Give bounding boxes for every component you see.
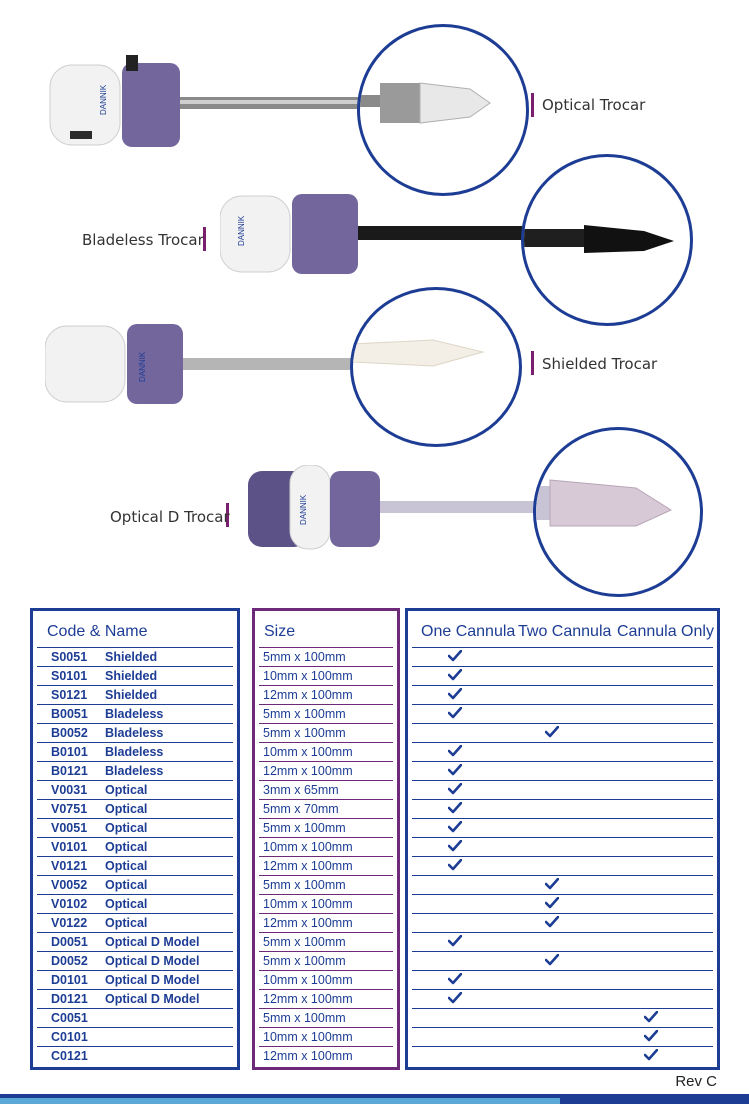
shielded-trocar-zoom — [350, 287, 522, 447]
product-size: 5mm x 100mm — [263, 935, 346, 949]
product-name: Optical — [105, 897, 148, 911]
row-divider — [37, 951, 233, 952]
row-divider — [259, 837, 393, 838]
brand-logo: DANNIK — [237, 215, 246, 246]
shielded-trocar-image — [45, 320, 365, 410]
row-divider — [412, 1008, 713, 1009]
product-code: D0051 — [51, 935, 88, 949]
product-code: V0051 — [51, 821, 88, 835]
product-code: B0101 — [51, 745, 88, 759]
row-divider — [412, 875, 713, 876]
brand-logo: DANNIK — [99, 84, 108, 115]
check-icon — [448, 840, 462, 852]
row-divider — [37, 1008, 233, 1009]
revision-label: Rev C — [675, 1073, 717, 1090]
row-divider — [259, 875, 393, 876]
row-divider — [259, 799, 393, 800]
row-divider — [37, 1027, 233, 1028]
product-code: S0051 — [51, 650, 88, 664]
product-size: 5mm x 100mm — [263, 726, 346, 740]
check-icon — [644, 1049, 658, 1061]
product-name: Optical — [105, 802, 148, 816]
size-column — [252, 608, 400, 1070]
row-divider — [259, 647, 393, 648]
product-code: S0101 — [51, 669, 88, 683]
cannula-only-header: Cannula Only — [617, 623, 714, 640]
check-icon — [448, 935, 462, 947]
row-divider — [37, 894, 233, 895]
row-divider — [259, 723, 393, 724]
product-size: 12mm x 100mm — [263, 859, 353, 873]
product-name: Shielded — [105, 688, 158, 702]
row-divider — [412, 1046, 713, 1047]
product-size: 5mm x 100mm — [263, 821, 346, 835]
product-size: 5mm x 100mm — [263, 1011, 346, 1025]
row-divider — [259, 1027, 393, 1028]
product-size: 12mm x 100mm — [263, 916, 353, 930]
check-icon — [448, 859, 462, 871]
product-size: 5mm x 70mm — [263, 802, 339, 816]
row-divider — [37, 666, 233, 667]
label-bar — [531, 93, 534, 117]
brand-logo: DANNIK — [138, 351, 147, 382]
product-code: V0122 — [51, 916, 88, 930]
check-icon — [448, 650, 462, 662]
row-divider — [412, 742, 713, 743]
product-code: D0121 — [51, 992, 88, 1006]
product-code: V0102 — [51, 897, 88, 911]
product-name: Optical — [105, 783, 148, 797]
product-code: C0051 — [51, 1011, 88, 1025]
row-divider — [412, 856, 713, 857]
product-size: 10mm x 100mm — [263, 669, 353, 683]
row-divider — [37, 856, 233, 857]
row-divider — [412, 932, 713, 933]
row-divider — [412, 723, 713, 724]
row-divider — [37, 970, 233, 971]
row-divider — [259, 1008, 393, 1009]
row-divider — [259, 856, 393, 857]
product-name: Optical — [105, 840, 148, 854]
product-size: 5mm x 100mm — [263, 878, 346, 892]
product-name: Bladeless — [105, 707, 164, 721]
row-divider — [37, 723, 233, 724]
two-cannula-header: Two Cannula — [518, 623, 612, 640]
row-divider — [412, 704, 713, 705]
product-name: Optical D Model — [105, 954, 200, 968]
product-name: Optical — [105, 916, 148, 930]
row-divider — [37, 818, 233, 819]
product-size: 5mm x 100mm — [263, 650, 346, 664]
row-divider — [37, 989, 233, 990]
product-code: V0052 — [51, 878, 88, 892]
check-icon — [545, 954, 559, 966]
label-bar — [531, 351, 534, 375]
row-divider — [259, 704, 393, 705]
product-name: Optical D Model — [105, 935, 200, 949]
row-divider — [259, 932, 393, 933]
one-cannula-header: One Cannula — [421, 623, 516, 640]
product-code: S0121 — [51, 688, 88, 702]
product-name: Bladeless — [105, 745, 164, 759]
product-code: V0751 — [51, 802, 88, 816]
row-divider — [412, 989, 713, 990]
size-header: Size — [264, 623, 296, 640]
row-divider — [259, 970, 393, 971]
check-icon — [448, 707, 462, 719]
bladeless-trocar-image — [220, 190, 540, 280]
row-divider — [412, 647, 713, 648]
row-divider — [259, 666, 393, 667]
product-code: V0031 — [51, 783, 88, 797]
optical-trocar-label: Optical Trocar — [542, 96, 646, 114]
optical-trocar-image — [40, 55, 380, 165]
footer-accent — [0, 1098, 560, 1104]
optical-trocar-zoom — [357, 24, 529, 196]
product-size: 5mm x 100mm — [263, 707, 346, 721]
code-name-column — [30, 608, 240, 1070]
check-icon — [644, 1011, 658, 1023]
row-divider — [259, 685, 393, 686]
row-divider — [259, 818, 393, 819]
product-size: 5mm x 100mm — [263, 954, 346, 968]
row-divider — [259, 913, 393, 914]
row-divider — [412, 685, 713, 686]
product-name: Optical — [105, 878, 148, 892]
check-icon — [448, 992, 462, 1004]
row-divider — [37, 685, 233, 686]
row-divider — [37, 761, 233, 762]
optical-d-trocar-label: Optical D Trocar — [110, 508, 230, 526]
row-divider — [412, 818, 713, 819]
row-divider — [37, 1046, 233, 1047]
row-divider — [412, 837, 713, 838]
check-icon — [448, 745, 462, 757]
check-icon — [545, 878, 559, 890]
product-code: B0121 — [51, 764, 88, 778]
row-divider — [412, 894, 713, 895]
product-size: 10mm x 100mm — [263, 897, 353, 911]
product-name: Optical D Model — [105, 992, 200, 1006]
product-code: V0121 — [51, 859, 88, 873]
row-divider — [259, 761, 393, 762]
row-divider — [37, 837, 233, 838]
row-divider — [412, 761, 713, 762]
row-divider — [412, 780, 713, 781]
row-divider — [37, 913, 233, 914]
check-icon — [545, 897, 559, 909]
code-name-header: Code & Name — [47, 623, 148, 640]
row-divider — [37, 780, 233, 781]
product-size: 12mm x 100mm — [263, 992, 353, 1006]
row-divider — [259, 1046, 393, 1047]
product-size: 12mm x 100mm — [263, 688, 353, 702]
product-name: Shielded — [105, 650, 158, 664]
row-divider — [412, 970, 713, 971]
row-divider — [412, 799, 713, 800]
product-code: D0052 — [51, 954, 88, 968]
check-icon — [644, 1030, 658, 1042]
product-code: D0101 — [51, 973, 88, 987]
product-size: 10mm x 100mm — [263, 745, 353, 759]
product-size: 10mm x 100mm — [263, 973, 353, 987]
row-divider — [37, 647, 233, 648]
bladeless-trocar-label: Bladeless Trocar — [82, 231, 204, 249]
product-size: 3mm x 65mm — [263, 783, 339, 797]
row-divider — [412, 666, 713, 667]
row-divider — [259, 894, 393, 895]
product-size: 12mm x 100mm — [263, 764, 353, 778]
row-divider — [259, 780, 393, 781]
optical-d-trocar-image — [248, 465, 548, 555]
bladeless-trocar-zoom — [521, 154, 693, 326]
product-code: V0101 — [51, 840, 88, 854]
product-code: C0121 — [51, 1049, 88, 1063]
check-icon — [448, 783, 462, 795]
optical-d-trocar-zoom — [533, 427, 703, 597]
product-name: Shielded — [105, 669, 158, 683]
row-divider — [37, 932, 233, 933]
product-name: Optical — [105, 821, 148, 835]
row-divider — [37, 704, 233, 705]
row-divider — [259, 742, 393, 743]
shielded-trocar-label: Shielded Trocar — [542, 355, 658, 373]
row-divider — [259, 951, 393, 952]
check-icon — [545, 726, 559, 738]
row-divider — [37, 742, 233, 743]
product-code: B0051 — [51, 707, 88, 721]
row-divider — [412, 951, 713, 952]
row-divider — [37, 875, 233, 876]
cannula-column — [405, 608, 720, 1070]
product-size: 10mm x 100mm — [263, 840, 353, 854]
product-size: 10mm x 100mm — [263, 1030, 353, 1044]
check-icon — [448, 764, 462, 776]
check-icon — [448, 669, 462, 681]
product-name: Optical — [105, 859, 148, 873]
product-code: C0101 — [51, 1030, 88, 1044]
product-name: Bladeless — [105, 764, 164, 778]
brand-logo: DANNIK — [299, 494, 308, 525]
check-icon — [448, 802, 462, 814]
check-icon — [448, 688, 462, 700]
check-icon — [448, 973, 462, 985]
row-divider — [412, 1027, 713, 1028]
row-divider — [37, 799, 233, 800]
product-size: 12mm x 100mm — [263, 1049, 353, 1063]
product-name: Optical D Model — [105, 973, 200, 987]
product-code: B0052 — [51, 726, 88, 740]
check-icon — [545, 916, 559, 928]
row-divider — [412, 913, 713, 914]
check-icon — [448, 821, 462, 833]
row-divider — [259, 989, 393, 990]
product-name: Bladeless — [105, 726, 164, 740]
